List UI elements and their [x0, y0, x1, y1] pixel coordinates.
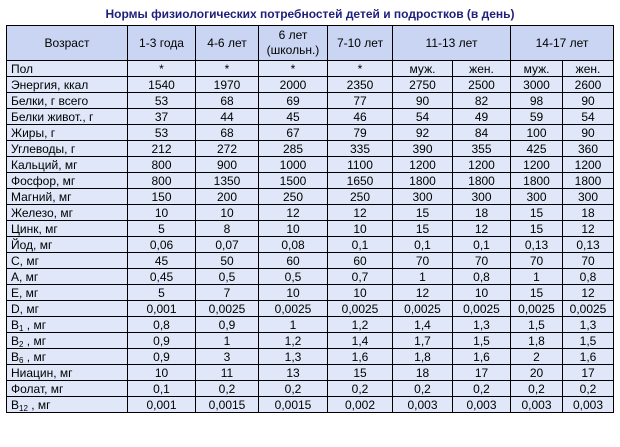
- row-label: [7, 365, 128, 381]
- row-label: [7, 157, 128, 173]
- table-cell: 0,001: [128, 397, 196, 413]
- table-cell: 0,001: [128, 301, 196, 317]
- row-label: [7, 61, 128, 77]
- table-row: [7, 77, 614, 93]
- table-row: [7, 317, 614, 333]
- table-cell: 2500: [453, 77, 511, 93]
- table-row: [7, 269, 614, 285]
- table-cell: 0,1: [393, 237, 453, 253]
- table-cell: 0,0025: [196, 301, 259, 317]
- table-cell: 92: [393, 125, 453, 141]
- row-label-unit: , мг: [23, 317, 47, 332]
- table-cell: 0,2: [196, 381, 259, 397]
- table-cell: 15: [511, 205, 563, 221]
- table-cell: 2600: [563, 77, 614, 93]
- table-cell: 300: [393, 189, 453, 205]
- row-label-subscript: 1: [19, 323, 24, 333]
- row-label-subscript: 6: [19, 355, 24, 365]
- table-row: [7, 157, 614, 173]
- table-cell: 11: [196, 365, 259, 381]
- table-cell: 0,2: [453, 381, 511, 397]
- table-cell: 355: [453, 141, 511, 157]
- row-label: [7, 397, 128, 413]
- norms-table: [6, 25, 614, 413]
- row-label: [7, 269, 128, 285]
- table-cell: 1200: [563, 157, 614, 173]
- table-cell: 67: [259, 125, 328, 141]
- header-group: 6 лет (школьн.): [259, 26, 328, 61]
- table-cell: 79: [328, 125, 393, 141]
- table-cell: муж.: [511, 61, 563, 77]
- table-cell: 5: [128, 285, 196, 301]
- table-cell: 3000: [511, 77, 563, 93]
- table-cell: 0,003: [563, 397, 614, 413]
- table-cell: 0,8: [453, 269, 511, 285]
- table-cell: 12: [259, 205, 328, 221]
- table-cell: 68: [196, 93, 259, 109]
- table-cell: 2000: [259, 77, 328, 93]
- table-cell: 1000: [259, 157, 328, 173]
- row-label-text: Фолат, мг: [11, 381, 64, 396]
- row-label-subscript: 12: [19, 403, 28, 413]
- table-cell: 70: [453, 253, 511, 269]
- table-cell: 800: [128, 173, 196, 189]
- table-cell: 0,1: [453, 237, 511, 253]
- table-cell: 90: [563, 93, 614, 109]
- table-cell: 10: [196, 205, 259, 221]
- table-cell: 0,2: [328, 381, 393, 397]
- table-row: [7, 141, 614, 157]
- table-cell: 0,2: [393, 381, 453, 397]
- table-cell: 285: [259, 141, 328, 157]
- table-row: [7, 301, 614, 317]
- table-cell: 0,1: [128, 381, 196, 397]
- table-cell: 45: [128, 253, 196, 269]
- table-cell: 1350: [196, 173, 259, 189]
- table-cell: 1: [393, 269, 453, 285]
- table-cell: 1,4: [328, 333, 393, 349]
- table-cell: 300: [453, 189, 511, 205]
- table-cell: 18: [393, 365, 453, 381]
- page-title: Нормы физиологических потребностей детей и подростков (в день): [105, 7, 515, 21]
- table-cell: 1200: [511, 157, 563, 173]
- header-age: Возраст: [7, 26, 128, 61]
- row-label-text: В: [11, 397, 20, 412]
- table-cell: 68: [196, 125, 259, 141]
- table-row: [7, 381, 614, 397]
- row-label-unit: , мг: [23, 333, 47, 348]
- table-cell: 150: [128, 189, 196, 205]
- table-cell: 77: [328, 93, 393, 109]
- row-label-text: Энергия, ккал: [11, 77, 89, 92]
- row-label: [7, 141, 128, 157]
- table-cell: 46: [328, 109, 393, 125]
- table-body: [7, 61, 614, 413]
- table-cell: 0,8: [563, 269, 614, 285]
- table-cell: 15: [511, 285, 563, 301]
- row-label-text: Фосфор, мг: [11, 173, 76, 188]
- table-cell: 70: [393, 253, 453, 269]
- table-cell: 360: [563, 141, 614, 157]
- row-label-text: Ниацин, мг: [11, 365, 73, 380]
- row-label: [7, 109, 128, 125]
- table-cell: 900: [196, 157, 259, 173]
- table-cell: 0,003: [393, 397, 453, 413]
- table-cell: 45: [259, 109, 328, 125]
- table-cell: 800: [128, 157, 196, 173]
- row-label: [7, 253, 128, 269]
- row-label: [7, 381, 128, 397]
- table-cell: 0,08: [259, 237, 328, 253]
- table-row: [7, 349, 614, 365]
- row-label-text: Углеводы, г: [11, 141, 76, 156]
- table-cell: 0,07: [196, 237, 259, 253]
- table-cell: 1: [259, 317, 328, 333]
- table-cell: 1,8: [511, 333, 563, 349]
- table-cell: муж.: [393, 61, 453, 77]
- table-cell: 12: [328, 205, 393, 221]
- table-row: [7, 205, 614, 221]
- row-label-text: В: [11, 349, 20, 364]
- row-label: [7, 285, 128, 301]
- table-cell: 0,002: [328, 397, 393, 413]
- table-cell: 0,9: [196, 317, 259, 333]
- table-cell: 17: [453, 365, 511, 381]
- row-label-text: Белки живот., г: [11, 109, 94, 124]
- table-cell: 1800: [563, 173, 614, 189]
- header-group: 14-17 лет: [511, 26, 614, 61]
- table-cell: 0,2: [259, 381, 328, 397]
- row-label: [7, 237, 128, 253]
- table-cell: 1,5: [563, 333, 614, 349]
- table-row: [7, 221, 614, 237]
- table-cell: 2: [511, 349, 563, 365]
- table-cell: 12: [563, 285, 614, 301]
- table-cell: 0,0025: [453, 301, 511, 317]
- table-cell: 250: [328, 189, 393, 205]
- table-cell: 1,2: [328, 317, 393, 333]
- table-row: [7, 93, 614, 109]
- table-cell: 0,9: [128, 333, 196, 349]
- table-cell: 0,003: [453, 397, 511, 413]
- table-cell: 0,0025: [259, 301, 328, 317]
- row-label: [7, 317, 128, 333]
- table-row: [7, 237, 614, 253]
- table-cell: *: [128, 61, 196, 77]
- table-cell: 1,4: [393, 317, 453, 333]
- header-row: [7, 26, 614, 61]
- row-label-text: Йод, мг: [11, 237, 53, 252]
- table-cell: 1800: [453, 173, 511, 189]
- table-cell: 17: [563, 365, 614, 381]
- table-cell: 1500: [259, 173, 328, 189]
- table-cell: 53: [128, 125, 196, 141]
- table-cell: 53: [128, 93, 196, 109]
- table-cell: *: [196, 61, 259, 77]
- table-cell: 0,0025: [328, 301, 393, 317]
- table-row: [7, 285, 614, 301]
- table-cell: 10: [453, 285, 511, 301]
- table-cell: жен.: [453, 61, 511, 77]
- table-row: [7, 189, 614, 205]
- table-cell: 90: [393, 93, 453, 109]
- table-cell: 1650: [328, 173, 393, 189]
- table-cell: 1540: [128, 77, 196, 93]
- header-group: 4-6 лет: [196, 26, 259, 61]
- table-cell: 1,5: [511, 317, 563, 333]
- table-cell: 60: [328, 253, 393, 269]
- table-cell: 49: [453, 109, 511, 125]
- table-cell: 60: [259, 253, 328, 269]
- row-label-text: D, мг: [11, 301, 39, 316]
- table-row: [7, 253, 614, 269]
- row-label-text: Жиры, г: [11, 125, 56, 140]
- row-label-text: В: [11, 333, 20, 348]
- row-label: [7, 221, 128, 237]
- row-label: [7, 173, 128, 189]
- table-cell: 59: [511, 109, 563, 125]
- table-row: [7, 125, 614, 141]
- table-row: [7, 397, 614, 413]
- table-cell: 0,0015: [196, 397, 259, 413]
- table-cell: 0,06: [128, 237, 196, 253]
- table-cell: 1,6: [453, 349, 511, 365]
- table-cell: 15: [328, 365, 393, 381]
- table-cell: 250: [259, 189, 328, 205]
- table-cell: 54: [393, 109, 453, 125]
- table-cell: 1,6: [328, 349, 393, 365]
- header-group: 11-13 лет: [393, 26, 511, 61]
- table-cell: 335: [328, 141, 393, 157]
- table-cell: 10: [328, 221, 393, 237]
- table-cell: 69: [259, 93, 328, 109]
- table-cell: 44: [196, 109, 259, 125]
- table-cell: 0,0025: [511, 301, 563, 317]
- table-row: [7, 61, 614, 77]
- table-cell: жен.: [563, 61, 614, 77]
- table-cell: 1,8: [393, 349, 453, 365]
- row-label-text: Железо, мг: [11, 205, 73, 220]
- header-group: 1-3 года: [128, 26, 196, 61]
- table-cell: 425: [511, 141, 563, 157]
- table-cell: 1970: [196, 77, 259, 93]
- table-cell: 98: [511, 93, 563, 109]
- table-cell: 0,5: [196, 269, 259, 285]
- table-cell: 1,6: [563, 349, 614, 365]
- table-cell: 0,9: [128, 349, 196, 365]
- table-cell: 12: [563, 221, 614, 237]
- row-label-text: Белки, г всего: [11, 93, 89, 108]
- row-label-text: С, мг: [11, 253, 39, 268]
- table-cell: 0,45: [128, 269, 196, 285]
- table-cell: 0,7: [328, 269, 393, 285]
- table-cell: 5: [128, 221, 196, 237]
- table-cell: 20: [511, 365, 563, 381]
- table-cell: 2350: [328, 77, 393, 93]
- table-cell: 1200: [393, 157, 453, 173]
- row-label-text: Цинк, мг: [11, 221, 58, 236]
- table-cell: 1800: [393, 173, 453, 189]
- table-row: [7, 333, 614, 349]
- row-label: [7, 77, 128, 93]
- table-cell: 1,3: [563, 317, 614, 333]
- table-cell: *: [259, 61, 328, 77]
- header-group: 7-10 лет: [328, 26, 393, 61]
- table-cell: 10: [259, 285, 328, 301]
- row-label: [7, 301, 128, 317]
- table-cell: 300: [511, 189, 563, 205]
- row-label-subscript: 2: [19, 339, 24, 349]
- row-label: [7, 189, 128, 205]
- table-cell: 70: [563, 253, 614, 269]
- table-row: [7, 173, 614, 189]
- table-cell: 10: [128, 205, 196, 221]
- table-cell: 0,13: [511, 237, 563, 253]
- table-cell: 10: [328, 285, 393, 301]
- row-label: [7, 125, 128, 141]
- table-cell: 8: [196, 221, 259, 237]
- table-cell: 10: [259, 221, 328, 237]
- table-cell: 70: [511, 253, 563, 269]
- table-row: [7, 365, 614, 381]
- table-cell: 3: [196, 349, 259, 365]
- table-cell: 300: [563, 189, 614, 205]
- table-cell: 0,2: [511, 381, 563, 397]
- table-cell: 7: [196, 285, 259, 301]
- table-cell: 1100: [328, 157, 393, 173]
- table-cell: 1200: [453, 157, 511, 173]
- row-label: [7, 349, 128, 365]
- table-cell: 1: [511, 269, 563, 285]
- table-cell: 12: [453, 221, 511, 237]
- table-cell: 82: [453, 93, 511, 109]
- table-cell: 54: [563, 109, 614, 125]
- table-cell: 18: [563, 205, 614, 221]
- table-cell: 1: [196, 333, 259, 349]
- table-cell: 0,0015: [259, 397, 328, 413]
- row-label-text: В: [11, 317, 20, 332]
- table-cell: *: [328, 61, 393, 77]
- table-cell: 2750: [393, 77, 453, 93]
- table-cell: 15: [511, 221, 563, 237]
- row-label-text: Кальций, мг: [11, 157, 78, 172]
- row-label-unit: , мг: [23, 349, 47, 364]
- table-cell: 390: [393, 141, 453, 157]
- table-cell: 15: [393, 205, 453, 221]
- table-cell: 13: [259, 365, 328, 381]
- table-cell: 0,2: [563, 381, 614, 397]
- table-cell: 0,8: [128, 317, 196, 333]
- row-label: [7, 333, 128, 349]
- table-cell: 212: [128, 141, 196, 157]
- table-cell: 1,5: [453, 333, 511, 349]
- table-cell: 1,2: [259, 333, 328, 349]
- row-label-text: Магний, мг: [11, 189, 72, 204]
- table-cell: 0,0025: [393, 301, 453, 317]
- table-cell: 15: [393, 221, 453, 237]
- row-label-text: Е, мг: [11, 285, 39, 300]
- table-cell: 12: [393, 285, 453, 301]
- table-cell: 0,003: [511, 397, 563, 413]
- table-cell: 0,13: [563, 237, 614, 253]
- table-cell: 0,5: [259, 269, 328, 285]
- table-cell: 0,0025: [563, 301, 614, 317]
- table-cell: 1,7: [393, 333, 453, 349]
- table-cell: 18: [453, 205, 511, 221]
- row-label-text: А, мг: [11, 269, 39, 284]
- table-cell: 1,3: [259, 349, 328, 365]
- table-cell: 272: [196, 141, 259, 157]
- table-cell: 50: [196, 253, 259, 269]
- row-label-unit: , мг: [27, 397, 51, 412]
- table-cell: 0,1: [328, 237, 393, 253]
- table-cell: 200: [196, 189, 259, 205]
- row-label: [7, 93, 128, 109]
- table-cell: 1800: [511, 173, 563, 189]
- table-cell: 37: [128, 109, 196, 125]
- row-label: [7, 205, 128, 221]
- table-row: [7, 109, 614, 125]
- table-cell: 1,3: [453, 317, 511, 333]
- row-label-text: Пол: [11, 61, 34, 76]
- table-cell: 100: [511, 125, 563, 141]
- table-cell: 84: [453, 125, 511, 141]
- table-cell: 90: [563, 125, 614, 141]
- table-cell: 10: [128, 365, 196, 381]
